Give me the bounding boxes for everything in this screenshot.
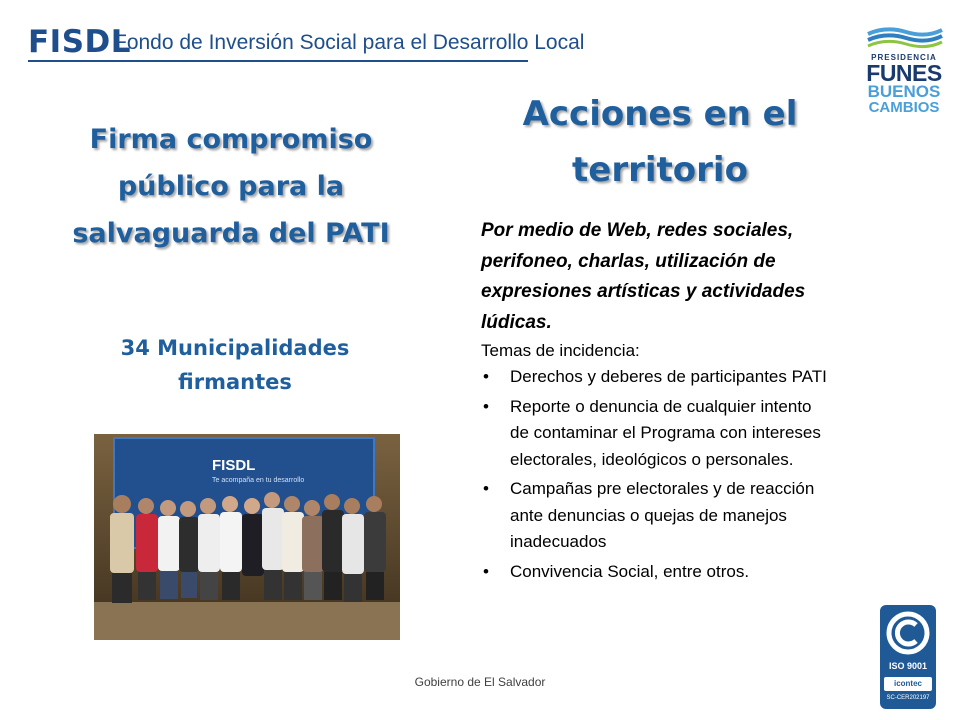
buenos-label: BUENOS [867,82,941,101]
group-photo-illustration [94,434,400,640]
temas-label: Temas de incidencia: [481,341,640,360]
intro-paragraph [481,216,931,338]
acciones-title [470,86,850,198]
bullet-icon: • [483,367,489,386]
banner-subtext: Te acompaña en tu desarrollo [212,477,305,484]
group-photo [94,434,400,640]
list-item-line: ante denuncias o quejas de manejos [510,505,787,525]
list-item [481,559,931,586]
firma-title-line: Firma compromiso [89,124,373,155]
funes-label: FUNES [866,60,942,86]
fisdl-brand: FISDL [28,24,132,60]
header-rule [28,60,528,62]
cert-code: SC-CER202197 [886,695,930,701]
iso-label: ISO 9001 [888,661,928,671]
municipalidades-line: 34 Municipalidades [120,336,350,360]
presidencia-label: PRESIDENCIA [871,53,937,62]
acciones-body [481,216,931,588]
icontec-label: icontec [884,677,932,691]
acciones-title-line: territorio [572,150,748,190]
municipalidades-caption [80,331,390,399]
acciones-title-line: Acciones en el [522,94,798,134]
bullet-icon: • [483,561,489,581]
list-item [481,394,931,474]
list-item-line: Campañas pre electorales y de reacción [510,479,815,498]
list-item-line: electorales, ideológicos o personales. [510,449,794,469]
firma-title-line: salvaguarda del PATI [72,218,390,249]
list-item-line: de contaminar el Programa con intereses [510,423,821,442]
municipalidades-line: firmantes [178,370,292,394]
presidencia-logo [862,26,946,118]
temas-list [481,364,931,585]
list-item-line: Convivencia Social, entre otros. [510,561,750,581]
intro-line: Por medio de Web, redes sociales, [481,220,794,241]
banner-text: FISDL [212,457,256,474]
list-item [481,364,931,391]
bullet-icon: • [483,396,489,416]
cambios-label: CAMBIOS [868,99,940,116]
fisdl-fullname: Fondo de Inversión Social para el Desarrollo Local [114,31,585,54]
firma-title-line: público para la [117,171,345,202]
intro-line: expresiones artísticas y actividades [481,281,806,302]
bullet-icon: • [483,479,489,498]
waves-icon [866,26,944,52]
firma-title [36,116,426,257]
list-item [481,476,931,556]
list-item-line: Derechos y deberes de participantes PATI [510,367,827,386]
list-item-line: inadecuados [510,532,607,551]
list-item-line: Reporte o denuncia de cualquier intento [510,396,812,416]
intro-line: lúdicas. [481,311,552,333]
iso-9001-logo [880,605,936,709]
intro-line: perifoneo, charlas, utilización de [481,250,776,272]
fisdl-header-logo [28,22,585,66]
footer-text: Gobierno de El Salvador [414,675,546,689]
icontec-ring-icon [886,611,930,655]
